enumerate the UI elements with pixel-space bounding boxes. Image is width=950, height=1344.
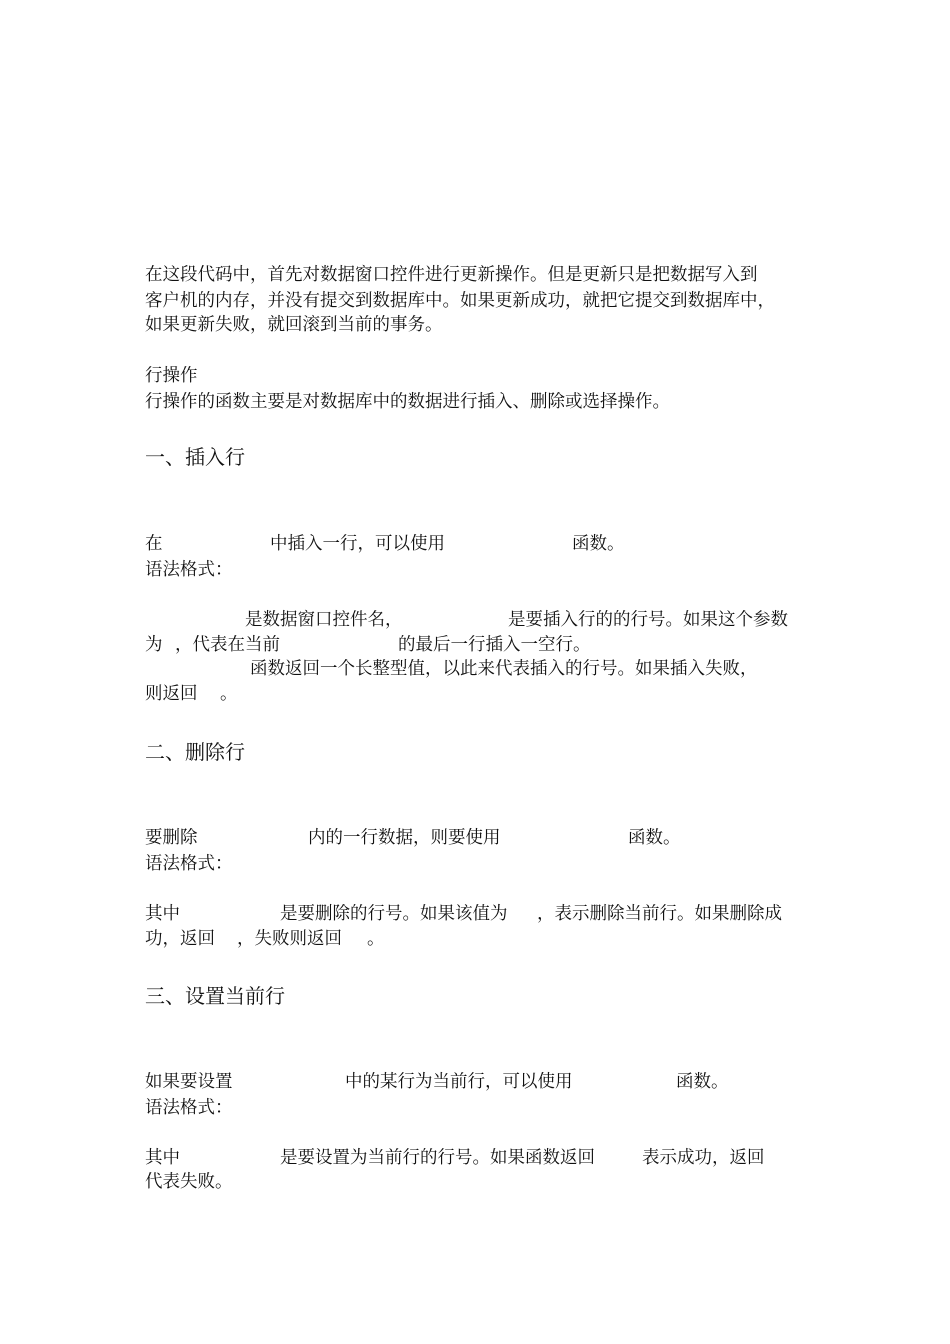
setrow-para-1-a: 其中 [145,1148,180,1168]
insert-para-4-b: 。 [220,684,238,704]
delete-heading: 二、删除行 [145,740,245,764]
delete-para-1-c: ，表示删除当前行。如果删除成 [537,904,782,924]
row-ops-title: 行操作 [145,366,198,386]
delete-para-2-a: 功，返回 [145,929,215,949]
setrow-line-1-b: 中的某行为当前行，可以使用 [345,1072,573,1092]
setrow-para-line-2: 代表失败。 [145,1172,233,1192]
insert-heading: 一、插入行 [145,445,245,469]
setrow-line-1-a: 如果要设置 [145,1072,233,1092]
intro-line-3: 如果更新失败，就回滚到当前的事务。 [145,315,443,335]
insert-para-2-c: 的最后一行插入一空行。 [398,635,591,655]
insert-para-4-a: 则返回 [145,684,198,704]
delete-syntax-label: 语法格式： [145,854,233,874]
intro-line-2: 客户机的内存，并没有提交到数据库中。如果更新成功，就把它提交到数据库中， [145,291,775,311]
delete-para-1-b: 是要删除的行号。如果该值为 [280,904,508,924]
delete-para-1-a: 其中 [145,904,180,924]
row-ops-desc: 行操作的函数主要是对数据库中的数据进行插入、删除或选择操作。 [145,392,670,412]
delete-line-1-c: 函数。 [628,828,681,848]
setrow-para-1-b: 是要设置为当前行的行号。如果函数返回 [280,1148,595,1168]
setrow-heading: 三、设置当前行 [145,984,285,1008]
setrow-line-1-c: 函数。 [676,1072,729,1092]
insert-para-2-a: 为 [145,635,163,655]
insert-line-1-c: 函数。 [572,534,625,554]
setrow-para-1-c: 表示成功，返回 [642,1148,765,1168]
insert-syntax-label: 语法格式： [145,560,233,580]
insert-para-1-a: 是数据窗口控件名， [245,610,403,630]
delete-line-1-a: 要删除 [145,828,198,848]
setrow-syntax-label: 语法格式： [145,1098,233,1118]
insert-para-2-b: ，代表在当前 [175,635,280,655]
delete-para-2-c: 。 [367,929,385,949]
insert-para-1-b: 是要插入行的的行号。如果这个参数 [508,610,788,630]
insert-para-3-a: 函数返回一个长整型值，以此来代表插入的行号。如果插入失败， [250,659,758,679]
insert-line-1-b: 中插入一行，可以使用 [270,534,445,554]
delete-para-2-b: ，失败则返回 [237,929,342,949]
intro-line-1: 在这段代码中，首先对数据窗口控件进行更新操作。但是更新只是把数据写入到 [145,265,758,285]
delete-line-1-b: 内的一行数据，则要使用 [308,828,501,848]
insert-line-1-a: 在 [145,534,163,554]
